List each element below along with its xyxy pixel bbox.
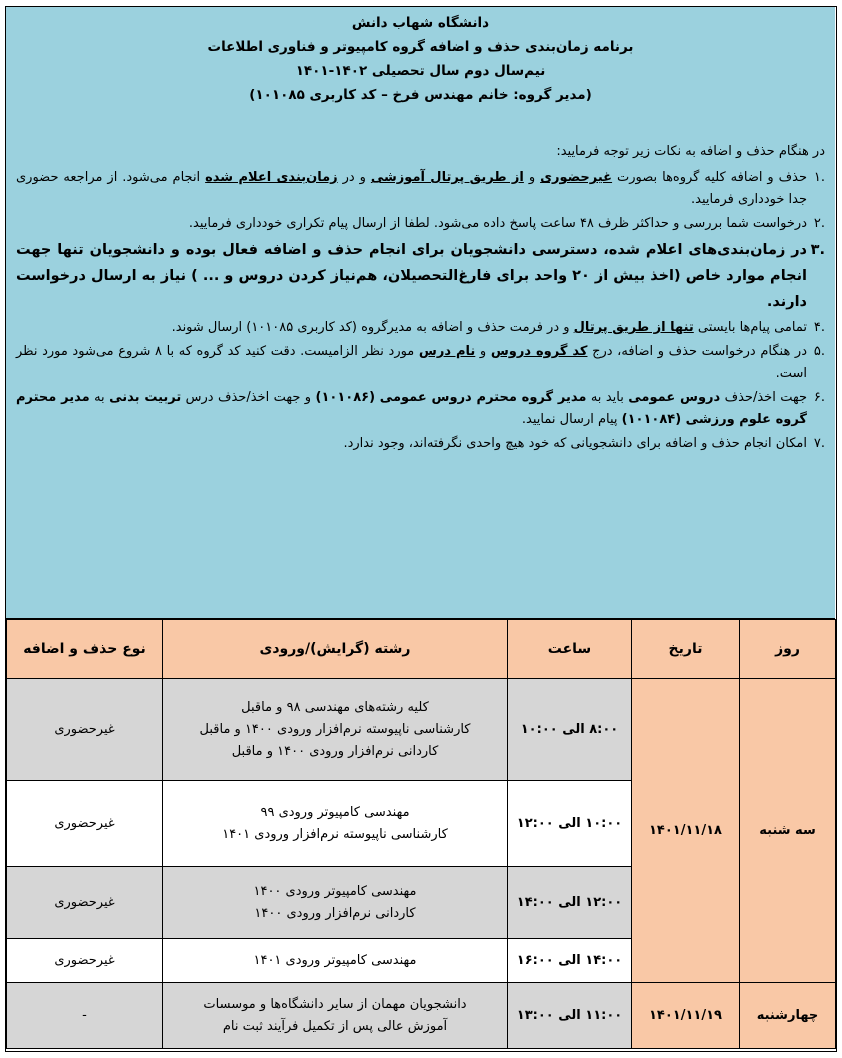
note-emphasis: غیرحضوری <box>540 170 613 185</box>
type-cell: غیرحضوری <box>7 939 163 983</box>
program-line: مهندسی کامپیوتر ورودی ۱۴۰۱ <box>253 952 417 968</box>
table-row <box>7 983 836 1049</box>
note-text: مورد نظر الزامیست. دقت کنید کد گروه که با ۸ شروع می‌شود مورد نظر است. <box>16 344 807 381</box>
department-head: (مدیر گروه: خانم مهندس فرخ – کد کاربری ۱۰۱۰۸۵) <box>249 87 592 103</box>
note-text: جهت اخذ/حذف <box>720 390 808 405</box>
note-emphasis: مدیر گروه محترم دروس عمومی (۱۰۱۰۸۶) <box>315 390 587 405</box>
note-number: .۶ <box>813 390 825 405</box>
program-line: مهندسی کامپیوتر ورودی ۱۴۰۰ <box>253 883 417 899</box>
note-text: و در فرمت حذف و اضافه به مدیرگروه (کد کاربری ۱۰۱۰۸۵) ارسال شوند. <box>171 320 574 335</box>
program-line: آموزش عالی پس از تکمیل فرآیند ثبت نام <box>222 1018 448 1034</box>
note-number: .۴ <box>813 320 825 335</box>
header-date: تاریخ <box>632 620 740 679</box>
note-text: و <box>475 344 491 359</box>
note-text: در هنگام درخواست حذف و اضافه، درج <box>587 344 807 359</box>
note-6 <box>16 387 825 431</box>
program-cell <box>163 679 508 781</box>
notice-panel <box>6 7 835 619</box>
table-header-row <box>7 620 836 679</box>
note-4 <box>16 317 825 339</box>
day-cell: سه شنبه <box>740 679 836 983</box>
note-emphasis: دروس عمومی <box>628 390 721 405</box>
intro-text: در هنگام حذف و اضافه به نکات زیر توجه فرمایید: <box>556 144 825 159</box>
table-row <box>7 679 836 781</box>
note-emphasis: کد گروه دروس <box>490 344 588 359</box>
program-cell <box>163 781 508 867</box>
program-line: دانشجویان مهمان از سایر دانشگاه‌ها و موسسات <box>203 996 467 1012</box>
note-emphasis: تنها از طریق پرتال <box>573 320 694 335</box>
program-cell <box>163 983 508 1049</box>
note-emphasis: نام درس <box>418 344 476 359</box>
note-text: درخواست شما بررسی و حداکثر ظرف ۴۸ ساعت پاسخ داده می‌شود. لطفا از ارسال پیام تکراری خودداری فرمایید. <box>188 216 807 231</box>
header-time: ساعت <box>508 620 632 679</box>
note-text: امکان انجام حذف و اضافه برای دانشجویانی که خود هیچ واحدی نگرفته‌اند، وجود ندارد. <box>343 436 807 451</box>
note-3 <box>16 237 825 315</box>
program-line: کاردانی نرم‌افزار ورودی ۱۴۰۰ <box>254 905 416 921</box>
note-text: حذف و اضافه کلیه گروه‌ها بصورت <box>612 170 807 185</box>
program-cell <box>163 867 508 939</box>
program-line: مهندسی کامپیوتر ورودی ۹۹ <box>260 804 410 820</box>
note-emphasis: زمان‌بندی اعلام شده <box>205 170 338 185</box>
time-cell: ۱۱:۰۰ الی ۱۳:۰۰ <box>508 983 632 1049</box>
header-day: روز <box>740 620 836 679</box>
program-line: کاردانی نرم‌افزار ورودی ۱۴۰۰ و ماقبل <box>231 743 439 759</box>
note-text: و در <box>337 170 371 185</box>
date-cell: ۱۴۰۱/۱۱/۱۸ <box>632 679 740 983</box>
notes-list <box>16 167 825 455</box>
note-text: و جهت اخذ/حذف درس <box>181 390 316 405</box>
page-header <box>16 11 825 107</box>
note-number: .۱ <box>813 170 825 185</box>
note-1 <box>16 167 825 211</box>
header-type: نوع حذف و اضافه <box>7 620 163 679</box>
note-text: انجام می‌شود. از مراجعه حضوری جدا خودداری فرمایید. <box>16 170 807 207</box>
note-5 <box>16 341 825 385</box>
note-text: تمامی پیام‌ها بایستی <box>693 320 807 335</box>
page-title: برنامه زمان‌بندی حذف و اضافه گروه کامپیوتر و فناوری اطلاعات <box>207 39 634 55</box>
note-2 <box>16 213 825 235</box>
program-line: کارشناسی ناپیوسته نرم‌افزار ورودی ۱۴۰۰ و ماقبل <box>199 721 471 737</box>
type-cell: غیرحضوری <box>7 867 163 939</box>
note-text: پیام ارسال نمایید. <box>521 412 622 427</box>
time-cell: ۸:۰۰ الی ۱۰:۰۰ <box>508 679 632 781</box>
program-line: کلیه رشته‌های مهندسی ۹۸ و ماقبل <box>241 699 429 715</box>
note-emphasis: از طریق پرتال آموزشی <box>370 170 524 185</box>
date-cell: ۱۴۰۱/۱۱/۱۹ <box>632 983 740 1049</box>
time-cell: ۱۲:۰۰ الی ۱۴:۰۰ <box>508 867 632 939</box>
note-number: .۷ <box>813 436 825 451</box>
header-program: رشته (گرایش)/ورودی <box>163 620 508 679</box>
time-cell: ۱۴:۰۰ الی ۱۶:۰۰ <box>508 939 632 983</box>
note-emphasis: مدیر محترم گروه علوم ورزشی (۱۰۱۰۸۴) <box>16 390 807 427</box>
time-cell: ۱۰:۰۰ الی ۱۲:۰۰ <box>508 781 632 867</box>
note-text: و <box>523 170 541 185</box>
type-cell: - <box>7 983 163 1049</box>
note-text: باید به <box>586 390 629 405</box>
type-cell: غیرحضوری <box>7 781 163 867</box>
program-cell <box>163 939 508 983</box>
day-cell: چهارشنبه <box>740 983 836 1049</box>
page-frame <box>5 6 837 1052</box>
note-text: به <box>89 390 110 405</box>
university-name: دانشگاه شهاب دانش <box>351 15 490 31</box>
note-number: .۲ <box>813 216 825 231</box>
semester-label: نیم‌سال دوم سال تحصیلی ۱۴۰۲-۱۴۰۱ <box>295 63 546 79</box>
note-7 <box>16 433 825 455</box>
schedule-table <box>6 619 836 1049</box>
note-number: .۵ <box>813 344 825 359</box>
program-line: کارشناسی ناپیوسته نرم‌افزار ورودی ۱۴۰۱ <box>222 826 448 842</box>
type-cell: غیرحضوری <box>7 679 163 781</box>
note-number: .۳ <box>810 242 825 258</box>
note-text: در زمان‌بندی‌های اعلام شده، دسترسی دانشجویان برای انجام حذف و اضافه فعال بوده و دانشجویان تنها جهت انجام موارد خاص (اخذ بیش از ۲۰ واحد برای فارغ‌التحصیلان، هم‌نیاز کردن دروس و ... ) نیاز به ارسال درخواست دارند. <box>16 242 807 310</box>
note-emphasis: تربیت بدنی <box>109 390 182 405</box>
